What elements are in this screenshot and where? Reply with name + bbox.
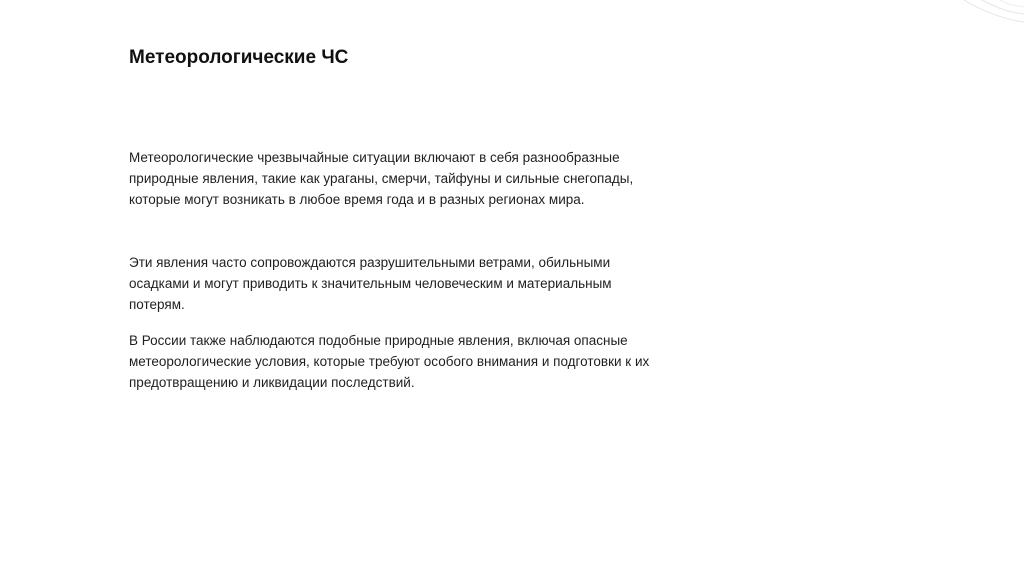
paragraph-line: В России также наблюдаются подобные природные явления, включая опасные (129, 333, 628, 348)
paragraph-line: Эти явления часто сопровождаются разрушительными ветрами, обильными (129, 255, 611, 270)
paragraph-line: природные явления, такие как ураганы, смерчи, тайфуны и сильные снегопады, (129, 171, 634, 186)
paragraph-intro (129, 147, 633, 210)
paragraph-line: Метеорологические чрезвычайные ситуации включают в себя разнообразные (129, 150, 620, 165)
paragraph-line: предотвращению и ликвидации последствий. (129, 375, 415, 390)
paragraph-consequences (129, 252, 612, 315)
slide-title: Метеорологические ЧС (129, 47, 349, 68)
paragraph-russia (129, 330, 649, 393)
paragraph-line: потерям. (129, 297, 185, 312)
paragraph-line: осадками и могут приводить к значительным человеческим и материальным (129, 276, 612, 291)
paragraph-line: которые могут возникать в любое время года и в разных регионах мира. (129, 192, 585, 207)
paragraph-line: метеорологические условия, которые требуют особого внимания и подготовки к их (129, 354, 650, 369)
corner-decoration (954, 0, 1024, 40)
